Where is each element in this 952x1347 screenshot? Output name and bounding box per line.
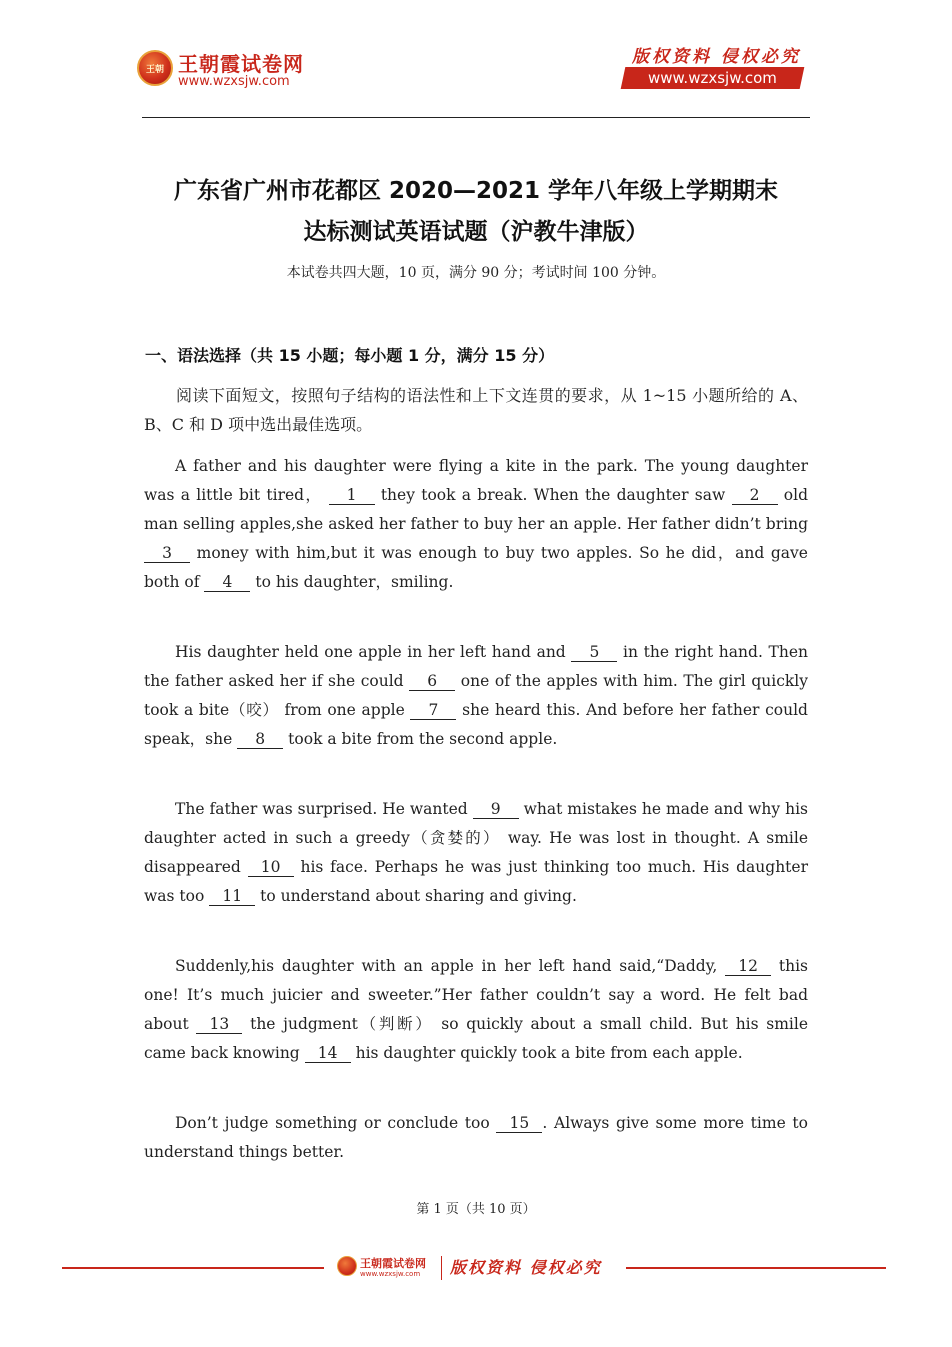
blank-3: 3	[144, 544, 190, 563]
section-heading: 一、语法选择（共 15 小题；每小题 1 分，满分 15 分）	[145, 346, 555, 365]
text-span: this one! It’s much juicier and sweeter.”Her father couldn’t say a word. He felt bad about	[144, 957, 808, 1033]
footer-logo-icon	[337, 1256, 357, 1276]
passage-paragraph-2	[144, 638, 808, 754]
text-span: to his daughter，smiling.	[255, 573, 454, 591]
footer-logo-url: www.wzxsjw.com	[360, 1270, 421, 1278]
passage-paragraph-1	[144, 452, 808, 597]
text-span: A father and his daughter were flying a kite in the park. The young daughter was a little bit tired，	[144, 457, 808, 504]
blank-5: 5	[571, 643, 617, 662]
exam-info: 本试卷共四大题，10 页，满分 90 分；考试时间 100 分钟。	[286, 265, 666, 281]
blank-8: 8	[237, 730, 283, 749]
text-span: the judgment（判断） so quickly about a small child. But his smile came back knowing	[144, 1015, 808, 1062]
text-span: His daughter held one apple in her left hand and	[175, 643, 566, 661]
footer-separator	[441, 1256, 442, 1280]
blank-13: 13	[196, 1015, 242, 1034]
url-banner-text: www.wzxsjw.com	[648, 69, 777, 87]
text-span: took a bite from the second apple.	[288, 730, 558, 748]
text-span: money with him,but it was enough to buy two apples. So he did，and gave both of	[144, 544, 808, 591]
page-number: 第 1 页（共 10 页）	[416, 1202, 536, 1217]
blank-9: 9	[473, 800, 519, 819]
text-span: The father was surprised. He wanted	[175, 800, 468, 818]
blank-12: 12	[725, 957, 771, 976]
text-span: what mistakes he made and why his daughter acted in such a greedy（贪婪的） way. He was lost in thought. A smile disappeared	[144, 800, 808, 876]
page-title-line-2: 达标测试英语试题（沪教牛津版）	[303, 219, 649, 245]
footer-logo-name: 王朝霞试卷网	[360, 1257, 426, 1270]
text-span: his daughter quickly took a bite from each apple.	[355, 1044, 743, 1062]
copyright-notice: 版权资料 侵权必究	[632, 47, 801, 67]
blank-10: 10	[248, 858, 294, 877]
url-banner	[621, 67, 805, 89]
text-span: . Always give some more time to understand things better.	[144, 1114, 808, 1161]
text-span: Suddenly,his daughter with an apple in her left hand said,“Daddy,	[175, 957, 718, 975]
blank-1: 1	[329, 486, 375, 505]
logo-name: 王朝霞试卷网	[178, 52, 304, 76]
logo-badge-text: 王朝	[145, 64, 164, 75]
header-divider	[142, 117, 810, 118]
blank-11: 11	[209, 887, 255, 906]
page-title-line-1: 广东省广州市花都区 2020—2021 学年八年级上学期期末	[173, 178, 779, 204]
passage-paragraph-4	[144, 952, 808, 1068]
text-span: his face. Perhaps he was just thinking too much. His daughter was too	[144, 858, 808, 905]
text-span: one of the apples with him. The girl quickly took a bite（咬） from one apple	[144, 672, 808, 719]
text-span: in the right hand. Then the father asked her if she could	[144, 643, 808, 690]
blank-7: 7	[410, 701, 456, 720]
footer-rule-left	[62, 1267, 324, 1269]
section-instruction: 阅读下面短文，按照句子结构的语法性和上下文连贯的要求，从 1~15 小题所给的 A、B、C 和 D 项中选出最佳选项。	[144, 386, 808, 434]
text-span: old man selling apples,she asked her father to buy her an apple. Her father didn’t bring	[144, 486, 809, 533]
passage-paragraph-5	[144, 1109, 808, 1167]
text-span: Don’t judge something or conclude too	[175, 1114, 490, 1132]
blank-14: 14	[305, 1044, 351, 1063]
text-span: she heard this. And before her father could speak，she	[144, 701, 808, 748]
logo-url: www.wzxsjw.com	[178, 74, 290, 89]
blank-6: 6	[409, 672, 455, 691]
passage-paragraph-3	[144, 795, 808, 911]
text-span: to understand about sharing and giving.	[260, 887, 577, 905]
footer-rule-right	[626, 1267, 886, 1269]
blank-2: 2	[732, 486, 778, 505]
blank-15: 15	[496, 1114, 542, 1133]
footer-copyright: 版权资料 侵权必究	[450, 1258, 602, 1277]
blank-4: 4	[204, 573, 250, 592]
text-span: they took a break. When the daughter saw	[380, 486, 726, 504]
logo-badge-icon	[137, 50, 173, 86]
